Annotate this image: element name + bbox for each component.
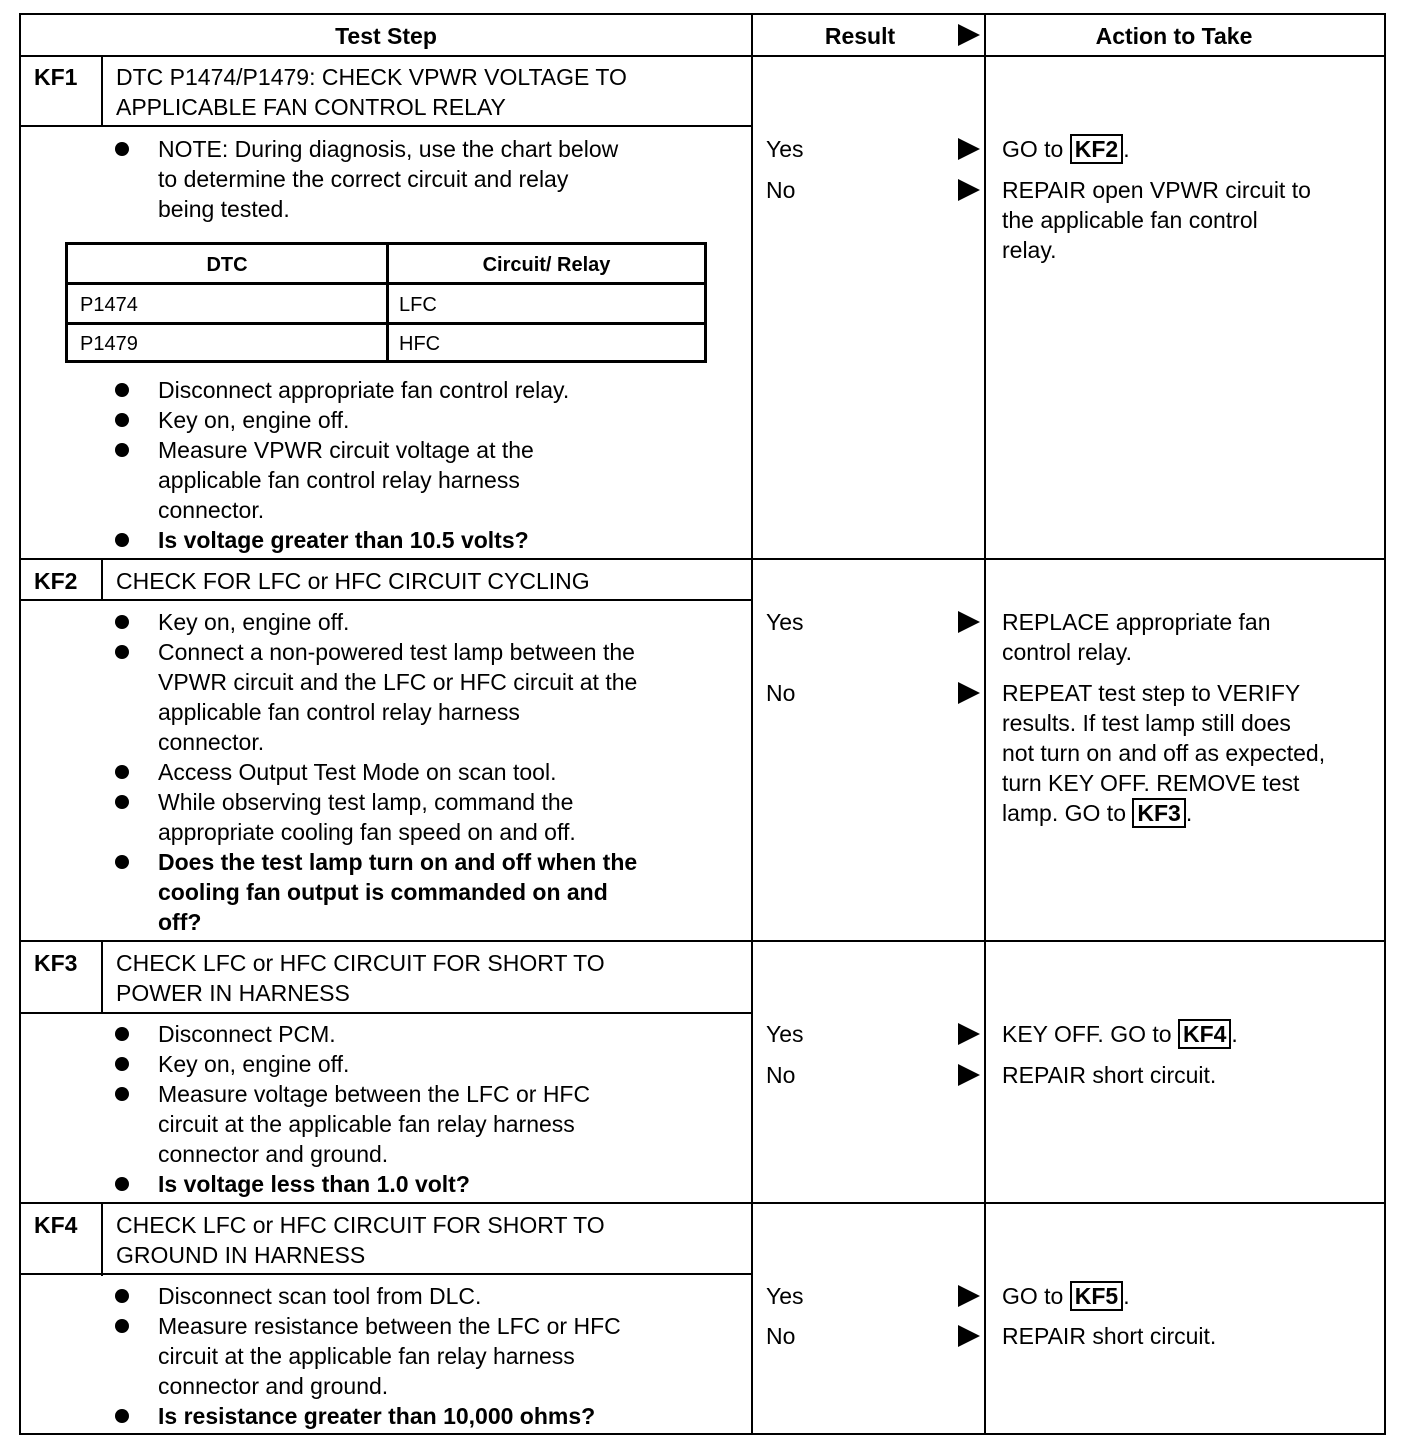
action-yes: REPLACE appropriate fan <box>1002 609 1271 635</box>
divider-action <box>984 13 986 1435</box>
arrow-right-icon <box>958 682 980 704</box>
step-instruction: Key on, engine off. <box>158 609 350 635</box>
circuit-value: HFC <box>399 333 441 355</box>
step-instruction: Measure voltage between the LFC or HFC <box>158 1081 591 1107</box>
arrow-right-icon <box>958 1023 980 1045</box>
result-yes: Yes <box>766 1283 804 1309</box>
section-divider <box>19 558 1386 560</box>
action-no: REPAIR open VPWR circuit to <box>1002 177 1311 203</box>
header-divider <box>19 55 1386 57</box>
header-test-step: Test Step <box>335 23 437 49</box>
bullet-icon <box>115 1289 129 1303</box>
step-title-divider <box>19 599 752 601</box>
arrow-right-icon <box>958 611 980 633</box>
result-no: No <box>766 1062 796 1088</box>
result-no: No <box>766 177 796 203</box>
dtc-code: P1479 <box>80 333 138 355</box>
step-id-divider <box>101 55 103 127</box>
bullet-icon <box>115 383 129 397</box>
header-result: Result <box>824 23 896 49</box>
step-question: Is voltage less than 1.0 volt? <box>158 1171 470 1197</box>
action-text: GO to <box>1002 136 1064 162</box>
action-text: GO to <box>1002 1283 1064 1309</box>
step-instruction: applicable fan control relay harness <box>158 467 520 493</box>
bullet-icon <box>115 765 129 779</box>
action-no: REPEAT test step to VERIFY <box>1002 680 1301 706</box>
step-instruction: While observing test lamp, command the <box>158 789 574 815</box>
step-id: KF1 <box>34 64 78 90</box>
arrow-right-icon <box>958 1064 980 1086</box>
step-title: CHECK FOR LFC or HFC CIRCUIT CYCLING <box>116 568 590 594</box>
bullet-icon <box>115 615 129 629</box>
note-text: to determine the correct circuit and relay <box>158 166 569 192</box>
header-action: Action to Take <box>1095 23 1253 49</box>
bullet-icon <box>115 645 129 659</box>
step-title-divider <box>19 1012 752 1014</box>
step-question: off? <box>158 909 202 935</box>
divider-result <box>751 13 753 1435</box>
result-yes: Yes <box>766 609 804 635</box>
border-right <box>1384 13 1386 1435</box>
action-text: . <box>1185 800 1193 826</box>
section-divider <box>19 1202 1386 1204</box>
step-question: Is resistance greater than 10,000 ohms? <box>158 1403 596 1429</box>
arrow-right-icon <box>958 1285 980 1307</box>
bullet-icon <box>115 1087 129 1101</box>
step-instruction: VPWR circuit and the LFC or HFC circuit at the <box>158 669 638 695</box>
bullet-icon <box>115 142 129 156</box>
action-no: not turn on and off as expected, <box>1002 740 1326 766</box>
step-instruction: circuit at the applicable fan relay harness <box>158 1111 575 1137</box>
bullet-icon <box>115 795 129 809</box>
step-link[interactable]: KF5 <box>1070 1281 1123 1311</box>
action-yes <box>1002 134 1130 164</box>
step-instruction: Disconnect appropriate fan control relay. <box>158 377 570 403</box>
step-title: CHECK LFC or HFC CIRCUIT FOR SHORT TO <box>116 950 605 976</box>
step-title-divider <box>19 125 752 127</box>
step-instruction: connector. <box>158 497 265 523</box>
step-link[interactable]: KF3 <box>1132 798 1185 828</box>
action-text: lamp. GO to <box>1002 800 1126 826</box>
dtc-code: P1474 <box>80 294 138 316</box>
step-title: CHECK LFC or HFC CIRCUIT FOR SHORT TO <box>116 1212 605 1238</box>
note-text: NOTE: During diagnosis, use the chart below <box>158 136 619 162</box>
step-question: Is voltage greater than 10.5 volts? <box>158 527 529 553</box>
step-question: Does the test lamp turn on and off when the <box>158 849 638 875</box>
step-instruction: connector and ground. <box>158 1141 389 1167</box>
step-instruction: connector and ground. <box>158 1373 389 1399</box>
result-yes: Yes <box>766 136 804 162</box>
step-instruction: Connect a non-powered test lamp between the <box>158 639 635 665</box>
step-link[interactable]: KF2 <box>1070 134 1123 164</box>
step-id-divider <box>101 558 103 601</box>
action-no: relay. <box>1002 237 1057 263</box>
bullet-icon <box>115 1027 129 1041</box>
bullet-icon <box>115 1319 129 1333</box>
note-text: being tested. <box>158 196 290 222</box>
circuit-value: LFC <box>399 294 437 316</box>
action-no: REPAIR short circuit. <box>1002 1062 1217 1088</box>
bullet-icon <box>115 413 129 427</box>
border-top <box>19 13 1386 15</box>
action-yes: control relay. <box>1002 639 1132 665</box>
bullet-icon <box>115 1409 129 1423</box>
step-id: KF2 <box>34 568 78 594</box>
arrow-right-icon <box>958 1325 980 1347</box>
bullet-icon <box>115 533 129 547</box>
step-instruction: Measure resistance between the LFC or HFC <box>158 1313 621 1339</box>
step-question: cooling fan output is commanded on and <box>158 879 608 905</box>
border-left <box>19 13 21 1435</box>
bullet-icon <box>115 1177 129 1191</box>
result-yes: Yes <box>766 1021 804 1047</box>
step-title: GROUND IN HARNESS <box>116 1242 366 1268</box>
section-divider <box>19 940 1386 942</box>
step-id-divider <box>101 940 103 1014</box>
step-instruction: applicable fan control relay harness <box>158 699 520 725</box>
bullet-icon <box>115 1057 129 1071</box>
result-no: No <box>766 680 796 706</box>
step-instruction: Measure VPWR circuit voltage at the <box>158 437 534 463</box>
step-instruction: circuit at the applicable fan relay harness <box>158 1343 575 1369</box>
step-instruction: Key on, engine off. <box>158 407 350 433</box>
action-no: results. If test lamp still does <box>1002 710 1291 736</box>
arrow-right-icon <box>958 24 980 46</box>
action-yes <box>1002 1281 1130 1311</box>
action-text: . <box>1123 136 1130 162</box>
step-title-divider <box>19 1273 752 1275</box>
action-yes <box>1002 1019 1238 1049</box>
step-title: DTC P1474/P1479: CHECK VPWR VOLTAGE TO <box>116 64 627 90</box>
action-text: KEY OFF. GO to <box>1002 1021 1172 1047</box>
bullet-icon <box>115 443 129 457</box>
action-no: turn KEY OFF. REMOVE test <box>1002 770 1300 796</box>
dtc-header: DTC <box>206 254 248 276</box>
bullet-icon <box>115 855 129 869</box>
arrow-right-icon <box>958 138 980 160</box>
step-instruction: connector. <box>158 729 265 755</box>
action-text: . <box>1123 1283 1130 1309</box>
step-title: APPLICABLE FAN CONTROL RELAY <box>116 94 506 120</box>
border-bottom <box>19 1433 1386 1435</box>
table-line <box>704 242 707 363</box>
step-instruction: Disconnect scan tool from DLC. <box>158 1283 482 1309</box>
action-no <box>1002 798 1192 828</box>
step-id-divider <box>101 1202 103 1276</box>
action-text: . <box>1231 1021 1238 1047</box>
action-no: the applicable fan control <box>1002 207 1258 233</box>
action-no: REPAIR short circuit. <box>1002 1323 1217 1349</box>
arrow-right-icon <box>958 179 980 201</box>
step-instruction: appropriate cooling fan speed on and off. <box>158 819 576 845</box>
circuit-header: Circuit/ Relay <box>482 254 611 276</box>
step-instruction: Access Output Test Mode on scan tool. <box>158 759 557 785</box>
step-link[interactable]: KF4 <box>1178 1019 1231 1049</box>
result-no: No <box>766 1323 796 1349</box>
step-title: POWER IN HARNESS <box>116 980 350 1006</box>
step-id: KF3 <box>34 950 78 976</box>
step-instruction: Key on, engine off. <box>158 1051 350 1077</box>
step-id: KF4 <box>34 1212 78 1238</box>
step-instruction: Disconnect PCM. <box>158 1021 336 1047</box>
